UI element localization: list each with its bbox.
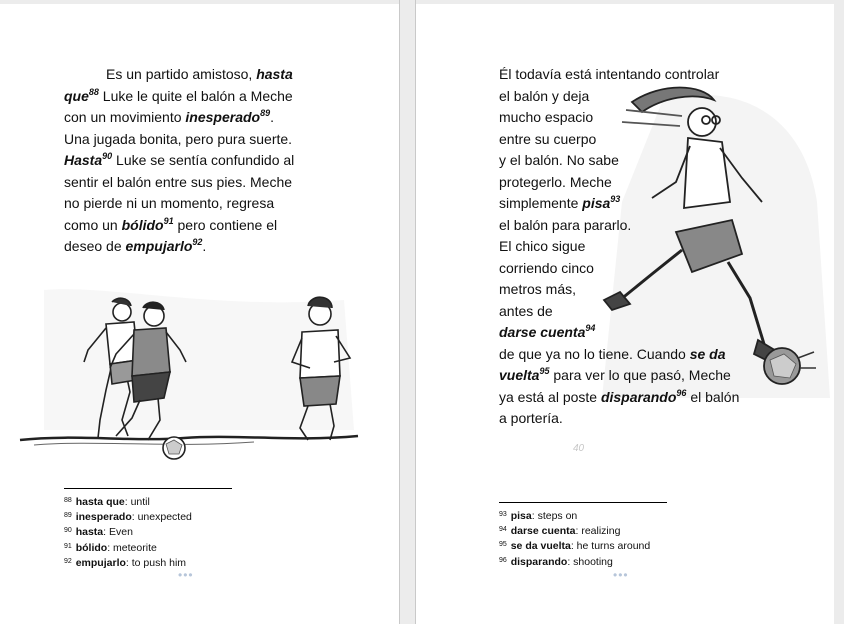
page-number: 40 <box>573 443 585 454</box>
footnote-number: 95 <box>499 541 507 549</box>
footnote-definition: : realizing <box>575 525 621 538</box>
footnote-ref: 93 <box>610 194 621 204</box>
text-line <box>64 86 294 108</box>
footnote-term: inesperado <box>75 511 132 524</box>
text-line <box>499 365 739 387</box>
vocab-term: pisa <box>582 195 611 211</box>
footnote-term: se da vuelta <box>510 540 571 553</box>
text-run: el balón y deja <box>499 87 590 104</box>
footnote-number: 92 <box>64 557 72 565</box>
text-run: protegerlo. Meche <box>499 173 612 190</box>
text-run: corriendo cinco <box>499 259 594 276</box>
text-run: el balón <box>686 388 740 405</box>
footnote-term: darse cuenta <box>510 525 576 538</box>
vocab-term: inesperado <box>185 109 261 125</box>
text-run: . <box>270 109 275 125</box>
text-line <box>499 129 739 151</box>
vocab-term: que <box>64 87 89 104</box>
footnote-term: bólido <box>75 541 108 554</box>
text-line <box>64 193 294 215</box>
text-line <box>64 64 294 86</box>
footnote <box>64 540 192 555</box>
text-line <box>499 64 739 86</box>
text-run: sentir el balón entre sus pies. Meche <box>64 173 293 190</box>
text-run: metros más, <box>499 281 577 297</box>
footnote <box>64 524 192 539</box>
page-more-dots[interactable]: ••• <box>613 568 629 582</box>
footnote-term: empujarlo <box>75 556 126 569</box>
footnote <box>499 523 650 538</box>
text-run: de que ya no lo tiene. Cuando <box>499 345 690 362</box>
text-run: no pierde ni un momento, regresa <box>64 195 275 211</box>
footnote-number: 88 <box>64 497 72 504</box>
footnote-number: 93 <box>499 511 507 518</box>
text-run: mucho espacio <box>499 109 594 125</box>
text-line <box>499 193 739 215</box>
text-line <box>499 150 739 172</box>
text-line <box>499 172 739 194</box>
text-line <box>64 107 294 129</box>
footnote-definition: : steps on <box>531 510 578 522</box>
footnote-number: 90 <box>64 527 72 535</box>
left-page <box>0 4 399 624</box>
footnote <box>64 494 192 509</box>
footnote-definition: : meteorite <box>107 541 157 554</box>
text-run: antes de <box>499 302 553 319</box>
footnote-ref: 88 <box>88 86 99 97</box>
text-line <box>64 236 294 258</box>
soccer-players-illustration <box>14 280 364 470</box>
footnote-definition: : until <box>124 496 150 508</box>
footnote-definition: : to push him <box>125 556 187 569</box>
footnote-term: hasta <box>75 526 104 539</box>
text-run: a portería. <box>499 410 563 426</box>
text-run: Es un partido amistoso, <box>106 66 257 82</box>
footnote-ref: 89 <box>260 108 271 118</box>
footnote-definition: : unexpected <box>131 511 192 524</box>
footnote-term: pisa <box>510 510 532 522</box>
text-line <box>499 279 739 301</box>
vocab-term: empujarlo <box>125 238 193 254</box>
footnote <box>499 554 650 569</box>
text-run: el balón para pararlo. <box>499 216 632 233</box>
text-line <box>499 344 739 366</box>
text-line <box>499 322 739 344</box>
text-run: pero contiene el <box>173 216 278 233</box>
footnote <box>64 509 192 524</box>
footnote <box>499 538 650 553</box>
footnote-number: 96 <box>499 556 507 564</box>
footnote <box>64 555 192 570</box>
footnote-ref: 91 <box>163 215 174 226</box>
vocab-term: vuelta <box>499 367 540 383</box>
footnote-ref: 92 <box>192 237 203 247</box>
footnote-number: 91 <box>64 542 72 550</box>
text-line <box>499 215 739 237</box>
vocab-term: Hasta <box>64 152 103 168</box>
footnote-ref: 95 <box>539 366 550 376</box>
text-line <box>64 172 294 194</box>
text-run: entre su cuerpo <box>499 130 597 147</box>
right-body-text <box>499 64 739 430</box>
footnote-ref: 90 <box>102 151 113 161</box>
text-line <box>499 301 739 323</box>
vocab-term: disparando <box>600 388 677 405</box>
footnote <box>499 508 650 523</box>
text-run: Él todavía está intentando controlar <box>499 66 720 82</box>
text-line <box>499 236 739 258</box>
text-run: Una jugada bonita, pero pura suerte. <box>64 130 293 147</box>
text-run: ya está al poste <box>499 388 601 405</box>
text-run: como un <box>64 216 122 233</box>
right-page <box>416 4 834 624</box>
vocab-term: se da <box>689 345 726 362</box>
vocab-term: bólido <box>121 216 164 233</box>
text-line <box>499 86 739 108</box>
text-line <box>64 150 294 172</box>
page-gutter <box>399 0 416 624</box>
text-line <box>64 129 294 151</box>
footnote-divider <box>64 488 232 489</box>
text-run: para ver lo que pasó, Meche <box>549 367 731 383</box>
footnote-term: disparando <box>510 555 568 568</box>
text-run: con un movimiento <box>64 109 186 125</box>
footnote-definition: : shooting <box>567 555 613 568</box>
footnote-term: hasta que <box>75 496 125 508</box>
text-line <box>64 215 294 237</box>
footnote-definition: : he turns around <box>570 540 651 553</box>
left-body-text <box>64 64 294 258</box>
text-line <box>499 408 739 430</box>
footnote-divider <box>499 502 667 503</box>
vocab-term: hasta <box>256 66 293 82</box>
text-line <box>499 387 739 409</box>
vocab-term: darse cuenta <box>499 324 586 340</box>
text-line <box>499 258 739 280</box>
text-line <box>499 107 739 129</box>
text-run: . <box>202 238 207 254</box>
footnote-definition: : Even <box>103 526 133 539</box>
page-more-dots[interactable]: ••• <box>178 568 194 582</box>
text-run: Luke le quite el balón a Meche <box>98 87 293 104</box>
footnote-number: 89 <box>64 512 72 520</box>
text-run: El chico sigue <box>499 238 586 254</box>
footnote-ref: 94 <box>585 323 596 333</box>
footnote-number: 94 <box>499 526 507 534</box>
text-run: y el balón. No sabe <box>499 152 619 168</box>
footnote-ref: 96 <box>676 387 687 398</box>
text-run: Luke se sentía confundido al <box>112 152 295 168</box>
left-footnotes <box>64 494 192 570</box>
right-footnotes <box>499 508 650 569</box>
text-run: deseo de <box>64 238 126 254</box>
text-run: simplemente <box>499 195 583 211</box>
